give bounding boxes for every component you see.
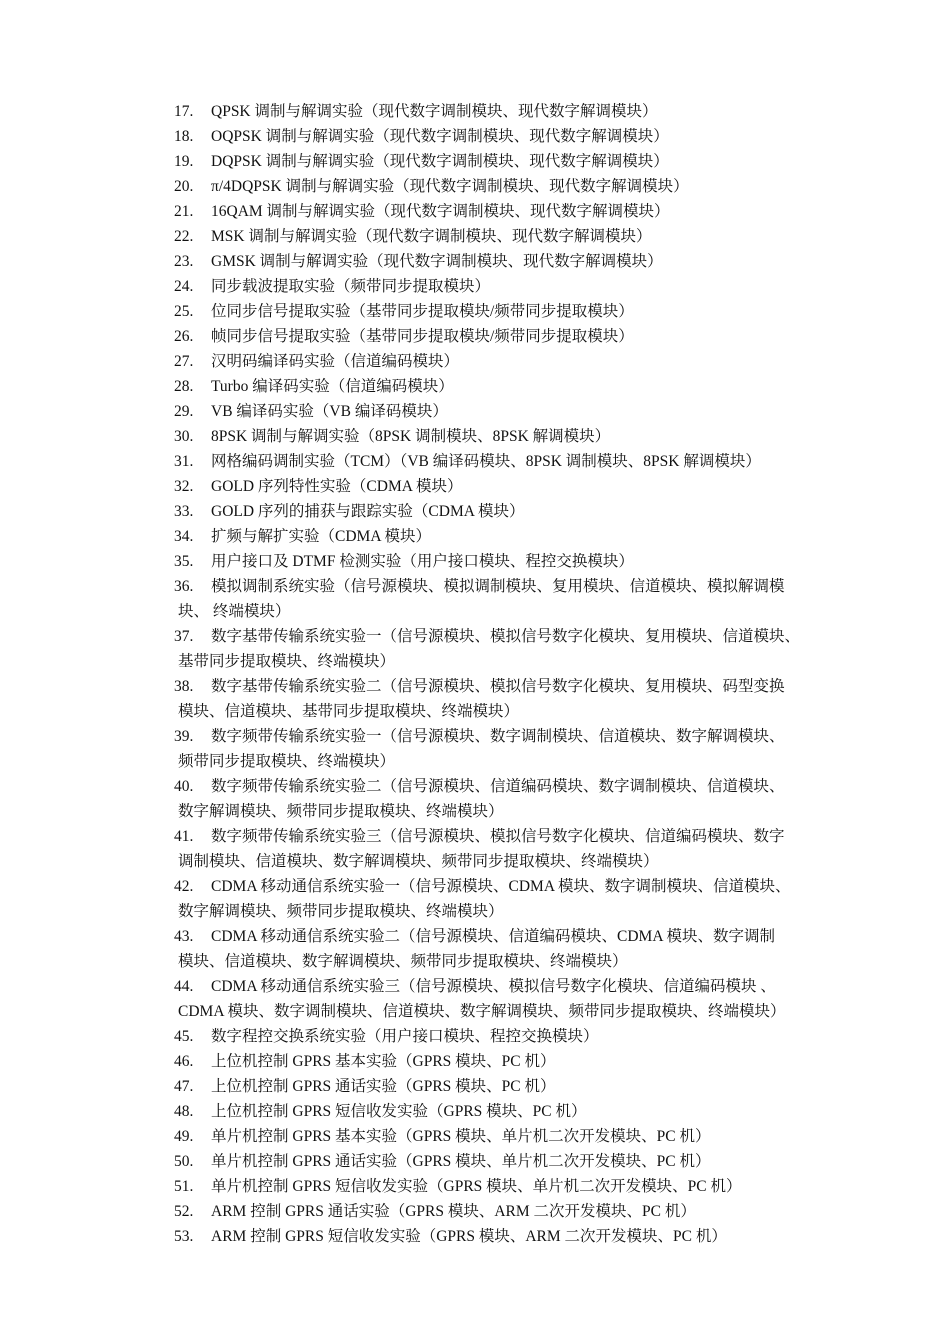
list-item	[174, 1149, 824, 1174]
item-number: 41.	[174, 828, 194, 845]
item-text-continuation: 频带同步提取模块、终端模块）	[178, 753, 396, 770]
list-item	[174, 299, 824, 324]
list-item	[174, 1024, 824, 1049]
list-item	[174, 974, 824, 1024]
item-number: 31.	[174, 453, 194, 470]
item-text: CDMA 移动通信系统实验三（信号源模块、模拟信号数字化模块、信道编码模块 、	[211, 978, 776, 995]
item-number: 35.	[174, 553, 194, 570]
item-text: 位同步信号提取实验（基带同步提取模块/频带同步提取模块）	[211, 303, 634, 320]
item-text: 模拟调制系统实验（信号源模块、模拟调制模块、复用模块、信道模块、模拟解调模	[211, 578, 785, 595]
item-text: 扩频与解扩实验（CDMA 模块）	[211, 528, 432, 545]
list-item	[174, 724, 824, 774]
list-item	[174, 1074, 824, 1099]
item-number: 37.	[174, 628, 194, 645]
item-text: VB 编译码实验（VB 编译码模块）	[211, 403, 448, 420]
item-text: 帧同步信号提取实验（基带同步提取模块/频带同步提取模块）	[211, 328, 634, 345]
item-number: 48.	[174, 1103, 194, 1120]
item-text: MSK 调制与解调实验（现代数字调制模块、现代数字解调模块）	[211, 228, 652, 245]
item-number: 34.	[174, 528, 194, 545]
list-item	[174, 1124, 824, 1149]
list-item	[174, 1224, 824, 1249]
item-number: 30.	[174, 428, 194, 445]
item-text: π/4DQPSK 调制与解调实验（现代数字调制模块、现代数字解调模块）	[211, 178, 689, 195]
list-item	[174, 1199, 824, 1224]
item-number: 24.	[174, 278, 194, 295]
list-item	[174, 524, 824, 549]
item-text: 网格编码调制实验（TCM）（VB 编译码模块、8PSK 调制模块、8PSK 解调模块）	[211, 453, 761, 470]
item-number: 25.	[174, 303, 194, 320]
item-text: 数字频带传输系统实验二（信号源模块、信道编码模块、数字调制模块、信道模块、	[211, 778, 785, 795]
item-text-continuation: CDMA 模块、数字调制模块、信道模块、数字解调模块、频带同步提取模块、终端模块）	[178, 1003, 786, 1020]
item-number: 26.	[174, 328, 194, 345]
item-text: 数字频带传输系统实验三（信号源模块、模拟信号数字化模块、信道编码模块、数字	[211, 828, 785, 845]
item-number: 32.	[174, 478, 194, 495]
list-item	[174, 124, 824, 149]
list-item	[174, 149, 824, 174]
item-text-continuation: 基带同步提取模块、终端模块）	[178, 653, 396, 670]
item-number: 43.	[174, 928, 194, 945]
item-text: 单片机控制 GPRS 基本实验（GPRS 模块、单片机二次开发模块、PC 机）	[211, 1128, 711, 1145]
experiment-list	[174, 99, 824, 1249]
list-item	[174, 499, 824, 524]
item-text: GOLD 序列特性实验（CDMA 模块）	[211, 478, 463, 495]
list-item	[174, 99, 824, 124]
item-number: 33.	[174, 503, 194, 520]
list-item	[174, 474, 824, 499]
item-text: 单片机控制 GPRS 短信收发实验（GPRS 模块、单片机二次开发模块、PC 机）	[211, 1178, 742, 1195]
item-text: GMSK 调制与解调实验（现代数字调制模块、现代数字解调模块）	[211, 253, 663, 270]
item-text: 上位机控制 GPRS 短信收发实验（GPRS 模块、PC 机）	[211, 1103, 587, 1120]
item-number: 40.	[174, 778, 194, 795]
item-text: 数字程控交换系统实验（用户接口模块、程控交换模块）	[211, 1028, 599, 1045]
item-number: 29.	[174, 403, 194, 420]
item-number: 42.	[174, 878, 194, 895]
list-item	[174, 924, 824, 974]
item-number: 45.	[174, 1028, 194, 1045]
item-number: 36.	[174, 578, 194, 595]
item-text: 数字基带传输系统实验一（信号源模块、模拟信号数字化模块、复用模块、信道模块、	[211, 628, 801, 645]
item-number: 47.	[174, 1078, 194, 1095]
list-item	[174, 199, 824, 224]
list-item	[174, 349, 824, 374]
list-item	[174, 399, 824, 424]
list-item	[174, 774, 824, 824]
list-item	[174, 224, 824, 249]
item-text: ARM 控制 GPRS 通话实验（GPRS 模块、ARM 二次开发模块、PC 机）	[211, 1203, 696, 1220]
item-number: 20.	[174, 178, 194, 195]
item-number: 52.	[174, 1203, 194, 1220]
item-number: 19.	[174, 153, 194, 170]
item-text: 16QAM 调制与解调实验（现代数字调制模块、现代数字解调模块）	[211, 203, 670, 220]
item-number: 28.	[174, 378, 194, 395]
list-item	[174, 1099, 824, 1124]
list-item	[174, 1174, 824, 1199]
item-number: 18.	[174, 128, 194, 145]
item-number: 23.	[174, 253, 194, 270]
list-item	[174, 249, 824, 274]
item-text: Turbo 编译码实验（信道编码模块）	[211, 378, 454, 395]
list-item	[174, 174, 824, 199]
item-text: DQPSK 调制与解调实验（现代数字调制模块、现代数字解调模块）	[211, 153, 669, 170]
item-text: GOLD 序列的捕获与跟踪实验（CDMA 模块）	[211, 503, 525, 520]
list-item	[174, 449, 824, 474]
item-text: 上位机控制 GPRS 通话实验（GPRS 模块、PC 机）	[211, 1078, 556, 1095]
item-number: 39.	[174, 728, 194, 745]
item-number: 22.	[174, 228, 194, 245]
list-item	[174, 624, 824, 674]
list-item	[174, 549, 824, 574]
list-item	[174, 574, 824, 624]
item-text: 单片机控制 GPRS 通话实验（GPRS 模块、单片机二次开发模块、PC 机）	[211, 1153, 711, 1170]
item-text-continuation: 模块、信道模块、基带同步提取模块、终端模块）	[178, 703, 520, 720]
item-number: 27.	[174, 353, 194, 370]
item-text: 上位机控制 GPRS 基本实验（GPRS 模块、PC 机）	[211, 1053, 556, 1070]
list-item	[174, 1049, 824, 1074]
item-number: 17.	[174, 103, 194, 120]
item-text: 用户接口及 DTMF 检测实验（用户接口模块、程控交换模块）	[211, 553, 634, 570]
item-text-continuation: 模块、信道模块、数字解调模块、频带同步提取模块、终端模块）	[178, 953, 628, 970]
item-number: 46.	[174, 1053, 194, 1070]
item-number: 44.	[174, 978, 194, 995]
item-number: 53.	[174, 1228, 194, 1245]
item-number: 49.	[174, 1128, 194, 1145]
item-text: CDMA 移动通信系统实验二（信号源模块、信道编码模块、CDMA 模块、数字调制	[211, 928, 776, 945]
item-number: 50.	[174, 1153, 194, 1170]
item-text: 同步载波提取实验（频带同步提取模块）	[211, 278, 491, 295]
item-text: 8PSK 调制与解调实验（8PSK 调制模块、8PSK 解调模块）	[211, 428, 611, 445]
list-item	[174, 824, 824, 874]
item-text: OQPSK 调制与解调实验（现代数字调制模块、现代数字解调模块）	[211, 128, 669, 145]
list-item	[174, 874, 824, 924]
item-text: 数字基带传输系统实验二（信号源模块、模拟信号数字化模块、复用模块、码型变换	[211, 678, 785, 695]
list-item	[174, 374, 824, 399]
item-text: 汉明码编译码实验（信道编码模块）	[211, 353, 460, 370]
list-item	[174, 674, 824, 724]
item-number: 51.	[174, 1178, 194, 1195]
item-text: QPSK 调制与解调实验（现代数字调制模块、现代数字解调模块）	[211, 103, 658, 120]
item-text-continuation: 数字解调模块、频带同步提取模块、终端模块）	[178, 803, 504, 820]
item-text: CDMA 移动通信系统实验一（信号源模块、CDMA 模块、数字调制模块、信道模块、	[211, 878, 791, 895]
list-item	[174, 324, 824, 349]
item-text: 数字频带传输系统实验一（信号源模块、数字调制模块、信道模块、数字解调模块、	[211, 728, 785, 745]
list-item	[174, 424, 824, 449]
item-text: ARM 控制 GPRS 短信收发实验（GPRS 模块、ARM 二次开发模块、PC 机）	[211, 1228, 727, 1245]
item-number: 38.	[174, 678, 194, 695]
item-text-continuation: 调制模块、信道模块、数字解调模块、频带同步提取模块、终端模块）	[178, 853, 659, 870]
item-number: 21.	[174, 203, 194, 220]
item-text-continuation: 数字解调模块、频带同步提取模块、终端模块）	[178, 903, 504, 920]
item-text-continuation: 块、 终端模块）	[178, 603, 291, 620]
list-item	[174, 274, 824, 299]
